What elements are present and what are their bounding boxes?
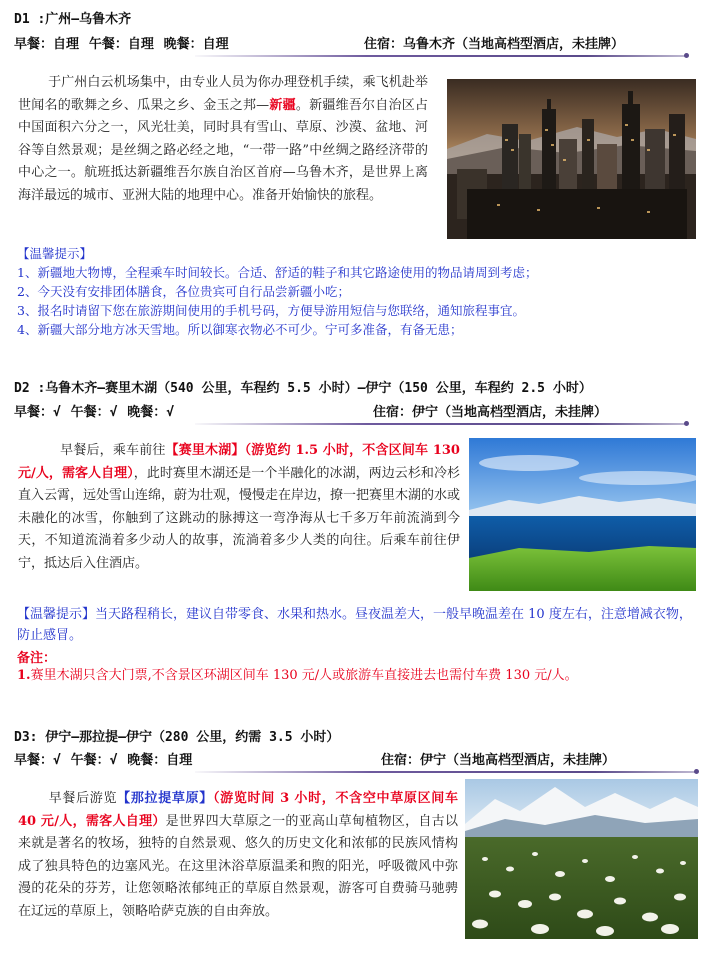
day2-desc-part-a: 早餐后，乘车前往: [60, 443, 166, 458]
day3-meals: 早餐：√ 午餐：√ 晚餐：自理: [14, 753, 193, 768]
day1-divider: [195, 55, 685, 57]
urumqi-city-photo: [447, 79, 696, 239]
day1-tip-item: 3、报名时请留下您在旅游期间使用的手机号码，方便导游用短信与您联络，通知旅程事宜。: [17, 303, 525, 318]
day3-desc-place: 【那拉提草原】: [117, 791, 213, 806]
day1-tip-item: 1、新疆地大物博，全程乘车时间较长。合适、舒适的鞋子和其它路途使用的物品请周到考虑；: [17, 265, 538, 280]
day2-tips-text: 当天路程稍长，建议自带零食、水果和热水。昼夜温差大，一般早晚温差在 10 度左右，注意增减衣物，防止感冒。: [17, 607, 692, 643]
day1-desc-part-a: 于广州白云机场集中，由专业人员为你办理登机手续，乘飞机赴举世闻名的歌舞之乡、瓜果之乡、金玉之邦—: [18, 75, 428, 113]
day1-desc-highlight: 新疆: [269, 97, 296, 113]
day3-lodging: 住宿：伊宁（当地高档型酒店，未挂牌）: [381, 753, 616, 768]
day3-title: D3: 伊宁—那拉提—伊宁（280 公里，约需 3.5 小时）: [14, 730, 340, 745]
day2-meals: 早餐：√ 午餐：√ 晚餐：√: [14, 405, 175, 420]
day1-tip-item: 4、新疆大部分地方冰天雪地。所以御寒衣物必不可少。宁可多准备，有备无患；: [17, 322, 463, 337]
day1-tips-title: 【温馨提示】: [17, 246, 93, 261]
day1-lodging: 住宿：乌鲁木齐（当地高档型酒店，未挂牌）: [364, 37, 625, 52]
day3-divider: [195, 771, 695, 773]
day2-divider-dot: [684, 421, 689, 426]
day3-desc-part-b: 是世界四大草原之一的亚高山草甸植物区，自古以来就是著名的牧场，独特的自然景观、悠久的历史文化和浓郁的民族风情构成了独具特色的边塞风光。在这里沐浴草原温柔和煦的阳光，呼吸微风中弥漫的花朵的芬芳，让您领略浓郁纯正的草原自然景观，游客可自费骑马驰骋在辽远的草原上，领略哈萨克族的自由奔放。: [18, 813, 458, 919]
day2-note: [17, 666, 697, 686]
day2-divider: [195, 423, 685, 425]
day1-tip-item: 2、今天没有安排团体膳食，各位贵宾可自行品尝新疆小吃；: [17, 284, 350, 299]
day1-title: D1 :广州—乌鲁木齐: [14, 12, 132, 27]
sayram-lake-photo: [469, 438, 696, 591]
day1-description: [18, 72, 428, 207]
day1-meals: 早餐：自理 午餐：自理 晚餐：自理: [14, 37, 229, 52]
day3-desc-highlight: （游览时间 3 小时，不含空中草原区间车 40 元/人，需客人自理）: [18, 791, 458, 829]
nalati-grassland-photo: [465, 779, 698, 939]
day2-note-text: 赛里木湖只含大门票,不含景区环湖区间车 130 元/人或旅游车直接进去也需付车费 130 元/人。: [30, 668, 578, 683]
day2-note-number: 1.: [17, 668, 31, 683]
day2-desc-highlight: 【赛里木湖】（游览约 1.5 小时，不含区间车 130 元/人，需客人自理）: [18, 443, 460, 481]
day2-description: [18, 440, 460, 575]
day3-desc-part-a: 早餐后游览: [48, 791, 118, 806]
day2-note-title: 备注：: [17, 651, 57, 666]
day1-divider-dot: [684, 53, 689, 58]
day2-tips-title: 【温馨提示】: [17, 607, 96, 622]
day1-tips: [17, 244, 537, 339]
day2-desc-part-b: ，此时赛里木湖还是一个半融化的冰湖，两边云杉和冷杉直入云霄，远处雪山连绵，蔚为壮观，慢慢走在岸边，撩一把赛里木湖的水或未融化的冰雪，你触到了这跳动的脉搏这一弯净海从七千多万年前流淌到今天，不知道流淌着多少动人的故事，流淌着多少人类的向往。后乘车前往伊宁，抵达后入住酒店。: [18, 465, 461, 571]
day3-description: [18, 788, 458, 923]
day2-tips: [17, 604, 697, 646]
day2-title: D2 :乌鲁木齐—赛里木湖（540 公里，车程约 5.5 小时）—伊宁（150 公里，车程约 2.5 小时）: [14, 381, 592, 396]
day3-divider-dot: [694, 769, 699, 774]
day1-desc-part-b: 。新疆维吾尔自治区占中国面积六分之一，风光壮美，同时具有雪山、草原、沙漠、盆地、河谷等自然景观；是丝绸之路必经之地，“一带一路”中丝绸之路经济带的中心之一。航班抵达新疆维吾尔族自治区首府—乌鲁木齐，是世界上离海洋最远的城市、亚洲大陆的地理中心。准备开始愉快的旅程。: [18, 97, 428, 203]
day2-lodging: 住宿：伊宁（当地高档型酒店，未挂牌）: [373, 405, 608, 420]
